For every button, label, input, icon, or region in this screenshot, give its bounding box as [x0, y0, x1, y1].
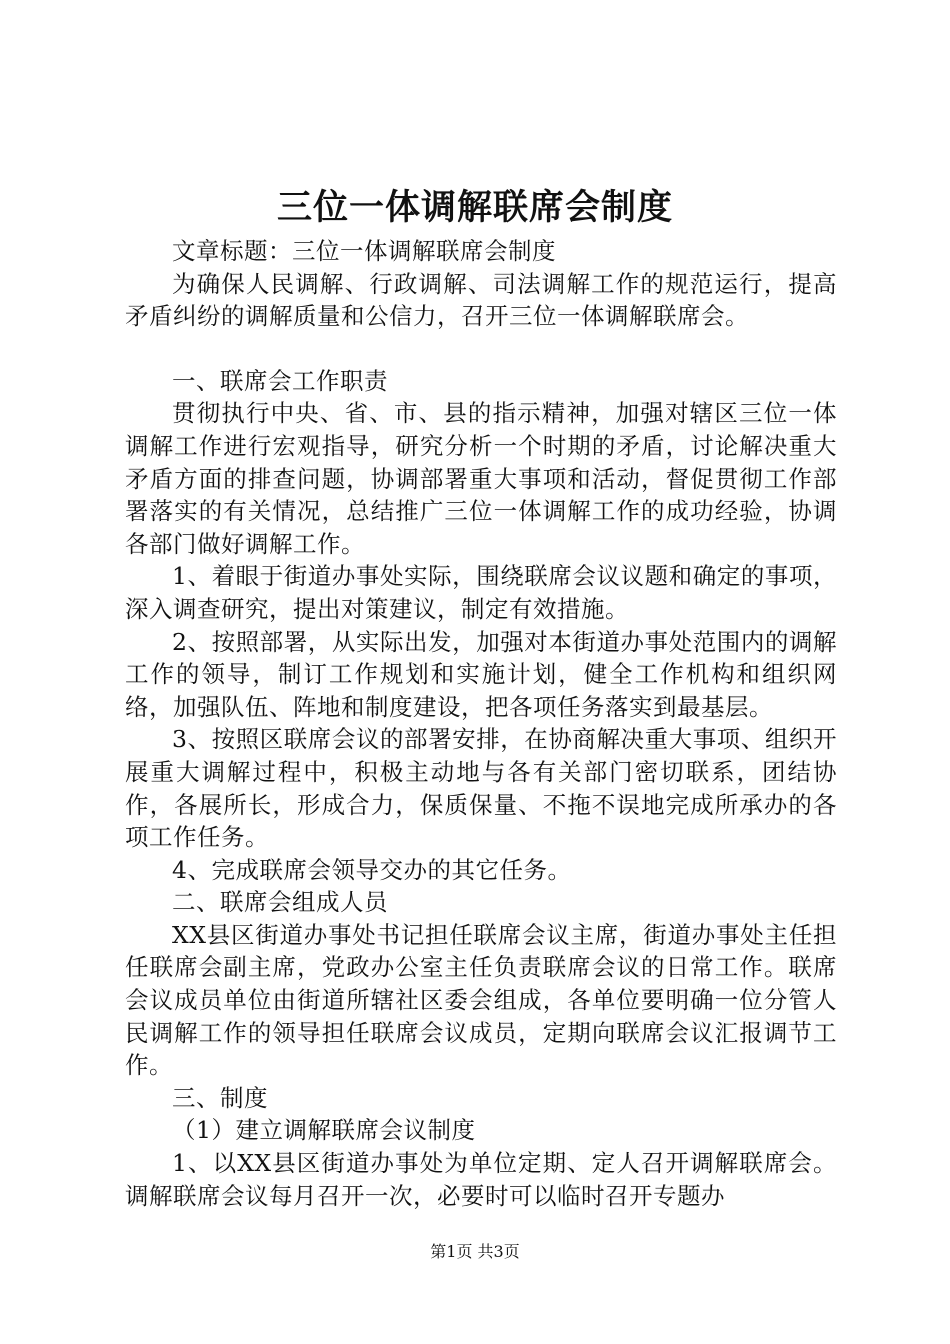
document-title: 三位一体调解联席会制度: [276, 187, 673, 228]
page-footer: 第1页 共3页: [430, 1242, 520, 1261]
document-body: [125, 235, 837, 1212]
section-heading-1: 一、联席会工作职责: [172, 366, 388, 395]
list-item-3: 3、按照区联席会议的部署安排，在协商解决重大事项、组织开展重大调解过程中，积极主动地与各有关部门密切联系，团结协作，各展所长，形成合力，保质保量、不拖不误地完成所承办的各项工作任务。: [125, 725, 837, 852]
section-3-item-1: 1、以XX县区街道办事处为单位定期、定人召开调解联席会。调解联席会议每月召开一次，必要时可以临时召开专题办: [125, 1149, 837, 1210]
section-1-paragraph: 贯彻执行中央、省、市、县的指示精神，加强对辖区三位一体调解工作进行宏观指导，研究分析一个时期的矛盾，讨论解决重大矛盾方面的排查问题，协调部署重大事项和活动，督促贯彻工作部署落实的有关情况，总结推广三位一体调解工作的成功经验，协调各部门做好调解工作。: [125, 399, 837, 558]
article-title-line: 文章标题：三位一体调解联席会制度: [172, 237, 556, 265]
list-item-2: 2、按照部署，从实际出发，加强对本街道办事处范围内的调解工作的领导，制订工作规划和实施计划，健全工作机构和组织网络，加强队伍、阵地和制度建设，把各项任务落实到最基层。: [125, 627, 837, 721]
list-item-4: 4、完成联席会领导交办的其它任务。: [172, 855, 572, 884]
subsection-heading-1: （1）建立调解联席会议制度: [172, 1116, 476, 1145]
intro-paragraph: 为确保人民调解、行政调解、司法调解工作的规范运行，提高矛盾纠纷的调解质量和公信力，召开三位一体调解联席会。: [125, 269, 837, 331]
section-heading-3: 三、制度: [172, 1083, 268, 1112]
list-item-1: 1、着眼于街道办事处实际，围绕联席会议议题和确定的事项，深入调查研究，提出对策建议，制定有效措施。: [125, 562, 837, 623]
section-heading-2: 二、联席会组成人员: [172, 888, 388, 917]
section-2-paragraph: XX县区街道办事处书记担任联席会议主席，街道办事处主任担任联席会副主席，党政办公室主任负责联席会议的日常工作。联席会议成员单位由街道所辖社区委会组成，各单位要明确一位分管人民调解工作的领导担任联席会议成员，定期向联席会议汇报调节工作。: [125, 920, 837, 1080]
